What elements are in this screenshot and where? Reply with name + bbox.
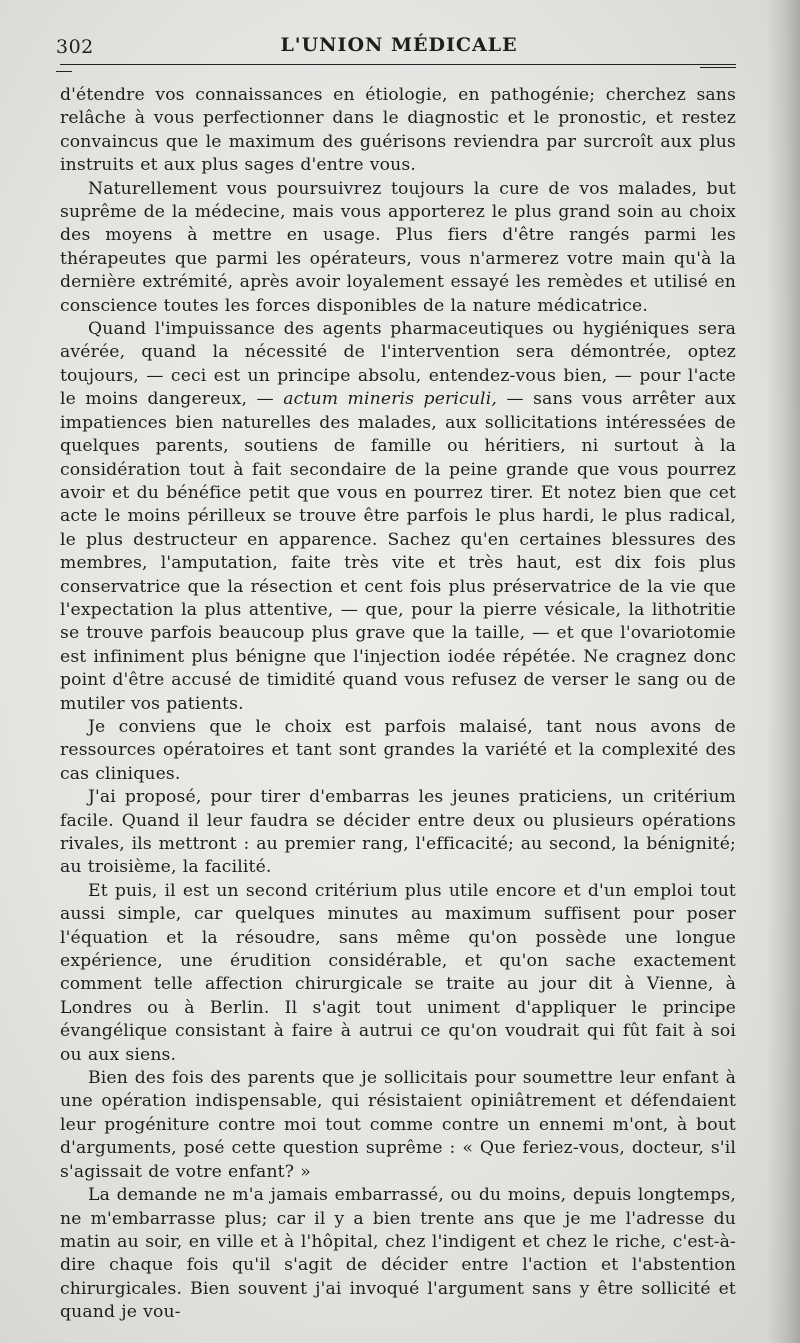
latin-phrase: actum mineris periculi, bbox=[283, 389, 497, 410]
paragraph: La demande ne m'a jamais embarrassé, ou du moins, depuis longtemps, ne m'embarrasse plus; car il y a bien trente ans que je me l'adresse du matin au soir, en ville et à l'hôpital, chez l'indigent et chez le riche, c'est-à-dire chaque fois qu'il s'agit de décider entre l'action et l'abstention chirurgicales. Bien souvent j'ai invoqué l'argument sans y être sollicité et quand je vou- bbox=[60, 1185, 736, 1323]
paragraph bbox=[60, 318, 736, 716]
paragraph: Naturellement vous poursuivrez toujours la cure de vos malades, but suprême de la médecine, mais vous apporterez le plus grand soin au choix des moyens à mettre en usage. Plus fiers d'être rangés parmi les thérapeutes que parmi les opérateurs, vous n'armerez votre main qu'à la dernière extrémité, après avoir loyalement essayé les remèdes et utilisé en conscience toutes les forces disponibles de la nature médicatrice. bbox=[60, 178, 736, 316]
paragraph: Et puis, il est un second critérium plus utile encore et d'un emploi tout aussi simple, car quelques minutes au maximum suffisent pour poser l'équation et la résoudre, sans même qu'on possède une longue expérience, une érudition considérable, et qu'on sache exactement comment telle affection chirurgicale se traite au jour dit à Vienne, à Londres ou à Berlin. Il s'agit tout uniment d'appliquer le principe évangélique consistant à faire à autrui ce qu'on voudrait qui fût fait à soi ou aux siens. bbox=[60, 880, 736, 1065]
paragraph: Bien des fois des parents que je sollicitais pour soumettre leur enfant à une opération indispensable, qui résistaient opiniâtrement et défendaient leur progéniture contre moi tout comme contre un ennemi m'ont, à bout d'arguments, posé cette question suprême : « Que feriez-vous, docteur, s'il s'agissait de votre enfant? » bbox=[60, 1068, 736, 1182]
header-rule-left bbox=[56, 71, 72, 72]
paragraph-text-after: — sans vous arrêter aux impatiences bien naturelles des malades, aux sollicitations intéressées de quelques parents, soutiens de famille ou héritiers, ni surtout à la considération tout à fait secondaire de la peine grande que vous pourrez avoir et du bénéfice petit que vous en pourrez tirer. Et notez bien que cet acte le moins périlleux se trouve être parfois le plus hardi, le plus radical, le plus destructeur en apparence. Sachez qu'en certaines blessures des membres, l'amputation, faite très vite et très haut, est dix fois plus conservatrice que la résection et cent fois plus préservatrice de la vie que l'expectation la plus attentive, — que, pour la pierre vésicale, la lithotritie se trouve parfois beaucoup plus grave que la taille, — et que l'ovariotomie est infiniment plus bénigne que l'injection iodée répétée. Ne cragnez donc point d'être accusé de timidité quand vous refusez de verser le sang ou de mutiler vos patients. bbox=[60, 389, 736, 714]
page-number: 302 bbox=[56, 36, 94, 58]
header-rule bbox=[60, 64, 736, 65]
running-title: L'UNION MÉDICALE bbox=[280, 34, 518, 56]
article-body bbox=[60, 84, 736, 1325]
paragraph: d'étendre vos connaissances en étiologie, en pathogénie; cherchez sans relâche à vous perfectionner dans le diagnostic et le pronostic, et restez convaincus que le maximum des guérisons reviendra par surcroît aux plus instruits et aux plus sages d'entre vous. bbox=[60, 85, 736, 176]
paragraph: J'ai proposé, pour tirer d'embarras les jeunes praticiens, un critérium facile. Quand il leur faudra se décider entre deux ou plusieurs opérations rivales, ils mettront : au premier rang, l'efficacité; au second, la bénignité; au troisième, la facilité. bbox=[60, 787, 736, 878]
paragraph-text-before: Quand l'impuissance des agents pharmaceutiques ou hygiéniques sera avérée, quand la nécessité de l'intervention sera démontrée, optez toujours, — ceci est un principe absolu, entendez-vous bien, — pour l'acte le moins dangereux, — bbox=[60, 319, 736, 410]
paragraph: Je conviens que le choix est parfois malaisé, tant nous avons de ressources opératoires et tant sont grandes la variété et la complexité des cas cliniques. bbox=[60, 716, 736, 784]
page-edge-shadow bbox=[766, 0, 800, 1343]
header-rule-right bbox=[700, 67, 736, 68]
page-header bbox=[56, 30, 736, 64]
